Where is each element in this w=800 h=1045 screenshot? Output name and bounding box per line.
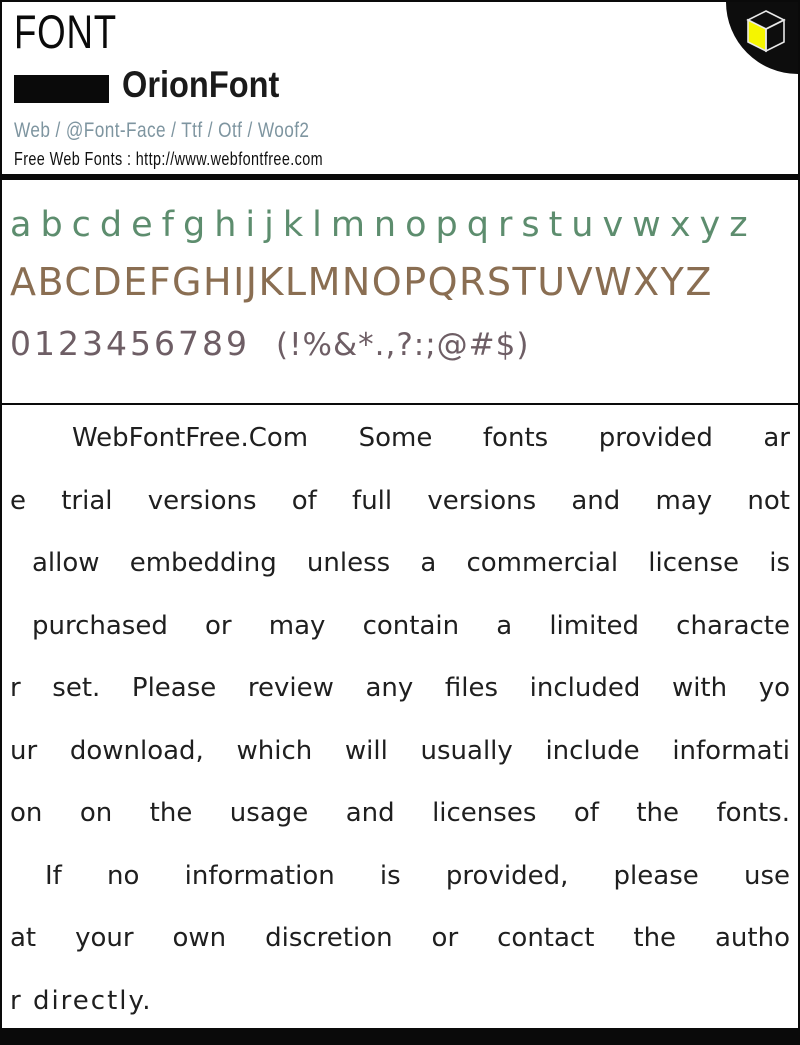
sample-text-box [2, 403, 798, 1032]
sample-line: ur download, which will usually include informati [10, 735, 790, 766]
specimen-uppercase: ABCDEFGHIJKLMNOPQRSTUVWXYZ [10, 260, 713, 304]
cube-icon [741, 8, 791, 60]
sample-line: allow embedding unless a commercial license is [32, 548, 790, 578]
color-swatch [14, 75, 109, 103]
sample-line: purchased or may contain a limited characte [32, 610, 790, 641]
sample-line: at your own discretion or contact the autho [10, 923, 790, 953]
header-divider [2, 174, 798, 180]
specimen-digits-symbols [10, 324, 529, 363]
specimen-symbols: (!%&*.,?:;@#$) [275, 327, 530, 363]
site-url-line[interactable]: Free Web Fonts : http://www.webfontfree.com [14, 149, 324, 169]
specimen-lowercase: abcdefghijklmnopqrstuvwxyz [10, 205, 757, 245]
specimen-digits: 0123456789 [10, 324, 250, 363]
font-name-title: OrionFont [122, 64, 280, 105]
sample-line: r set. Please review any files included with yo [10, 673, 790, 703]
sample-line: WebFontFree.Com Some fonts provided ar [72, 423, 790, 453]
sample-line: r directly. [10, 985, 153, 1016]
sample-line: If no information is provided, please use [45, 860, 790, 891]
sample-line: e trial versions of full versions and may not [10, 485, 790, 516]
corner-badge[interactable] [726, 2, 798, 74]
site-logo-text: FONT [14, 5, 117, 58]
font-formats-line: Web / @Font-Face / Ttf / Otf / Woof2 [14, 119, 310, 142]
footer-bar [2, 1028, 798, 1043]
sample-line: on on the usage and licenses of the fonts. [10, 798, 790, 828]
